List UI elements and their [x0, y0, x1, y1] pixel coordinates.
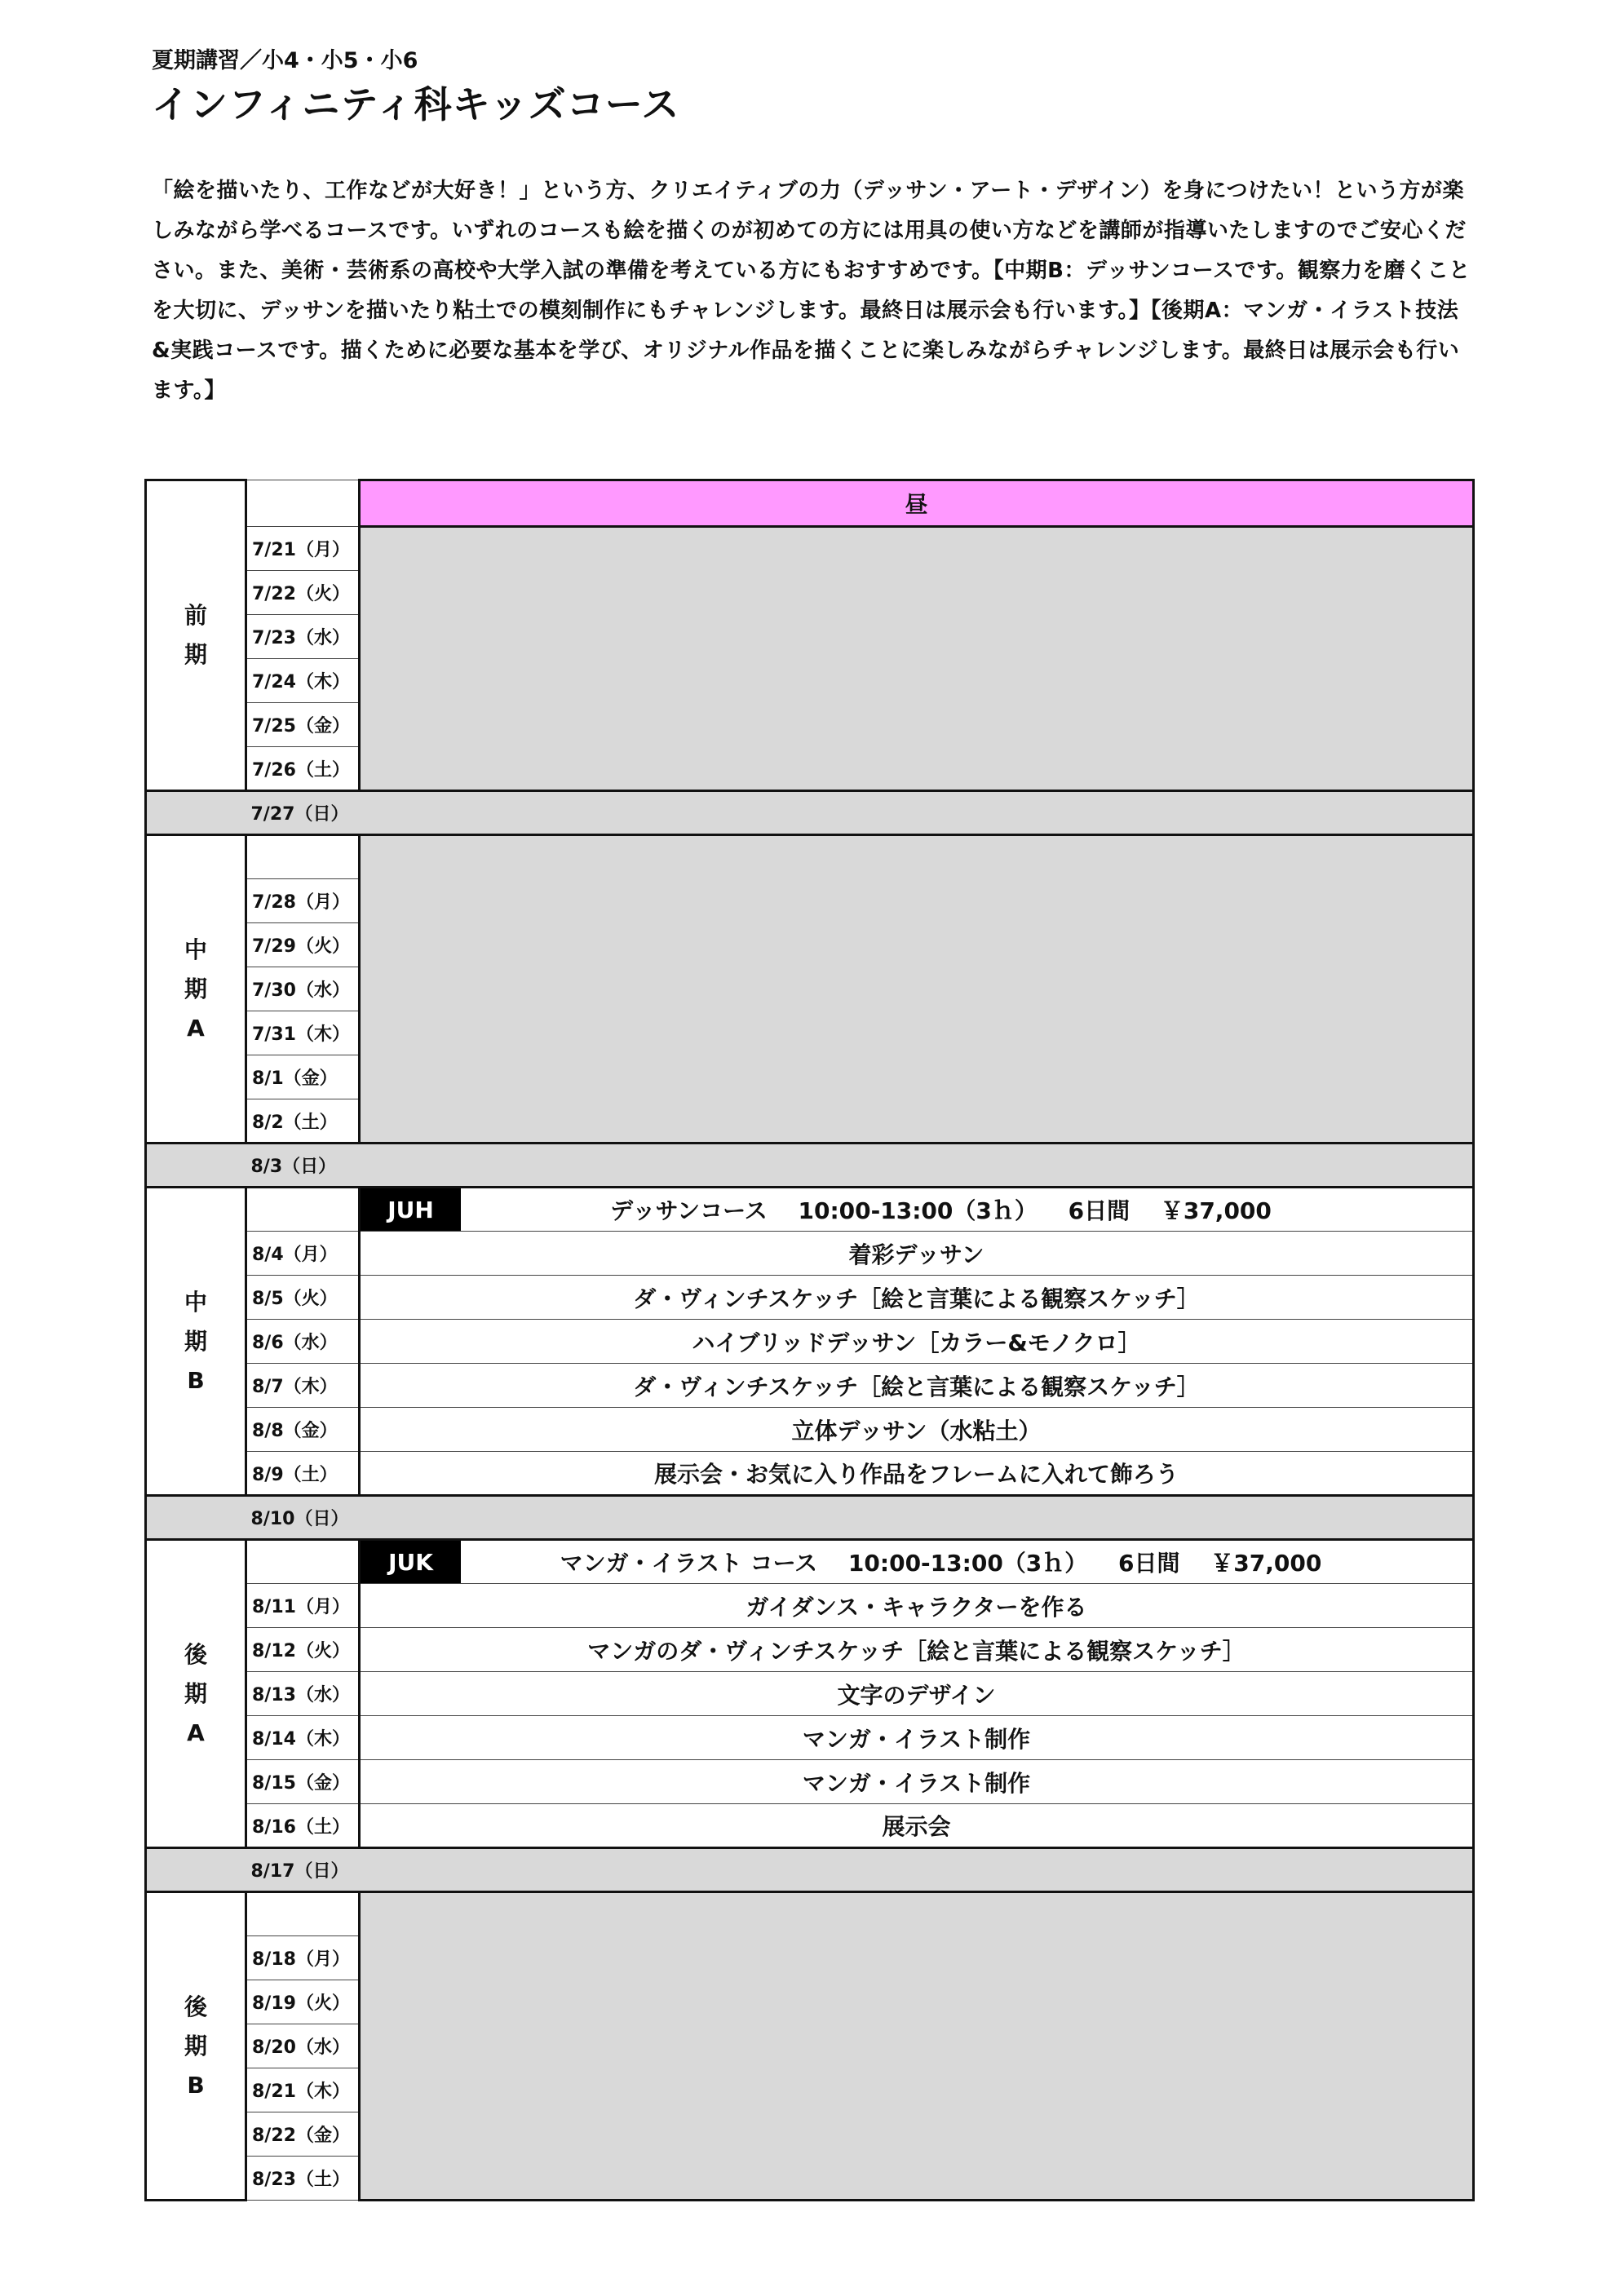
activity-cell: マンガ・イラスト制作	[360, 1760, 1474, 1804]
course-header-manga	[360, 1540, 1474, 1584]
date-cell: 8/5（火）	[246, 1276, 360, 1320]
activity-cell: 着彩デッサン	[360, 1232, 1474, 1276]
column-header-noon: 昼	[360, 480, 1474, 527]
course-duration: 6日間	[1118, 1550, 1180, 1577]
activity-cell: ダ・ヴィンチスケッチ［絵と言葉による観察スケッチ］	[360, 1364, 1474, 1408]
period-chuki-b: 中 期 B	[146, 1188, 246, 1496]
period-zenki: 前 期	[146, 480, 246, 791]
course-duration: 6日間	[1068, 1197, 1130, 1224]
date-cell: 7/26（土）	[246, 747, 360, 791]
course-description: 「絵を描いたり、工作などが大好き！」という方、クリエイティブの力（デッサン・アート・デザイン）を身につけたい！という方が楽しみながら学べるコースです。いずれのコースも絵を描くのが初めての方には用具の使い方などを講師が指導いたしますのでご安心ください。また、美術・芸術系の高校や大学入試の準備を考えている方にもおすすめです。【中期B：デッサンコースです。観察力を磨くことを大切に、デッサンを描いたり粘土での模刻制作にもチャレンジします。最終日は展示会も行います。】【後期A：マンガ・イラスト技法&実践コースです。描くために必要な基本を学び、オリジナル作品を描くことに楽しみながらチャレンジします。最終日は展示会も行います。】	[152, 179, 1471, 403]
date-cell: 8/6（水）	[246, 1320, 360, 1364]
date-cell: 8/10（日）	[246, 1496, 360, 1540]
date-cell: 8/13（水）	[246, 1672, 360, 1716]
date-cell: 8/3（日）	[246, 1144, 360, 1188]
page-subtitle: 夏期講習／小4・小5・小6	[152, 48, 418, 73]
date-cell: 8/12（火）	[246, 1628, 360, 1672]
course-code: JUK	[361, 1541, 461, 1583]
sunday-row	[146, 791, 1474, 835]
date-cell: 8/4（月）	[246, 1232, 360, 1276]
date-cell: 8/22（金）	[246, 2112, 360, 2157]
period-koki-b: 後 期 B	[146, 1892, 246, 2201]
date-cell: 8/18（月）	[246, 1936, 360, 1980]
date-cell: 8/14（木）	[246, 1716, 360, 1760]
activity-cell: 文字のデザイン	[360, 1672, 1474, 1716]
activity-cell: マンガ・イラスト制作	[360, 1716, 1474, 1760]
course-time: 10:00-13:00（3ｈ）	[798, 1197, 1038, 1224]
date-cell: 7/22（火）	[246, 571, 360, 615]
empty-slot	[360, 527, 1474, 791]
empty-slot	[360, 1892, 1474, 2201]
course-name: マンガ・イラスト コース	[560, 1550, 818, 1577]
sunday-row	[146, 1496, 1474, 1540]
course-header-dessin	[360, 1188, 1474, 1232]
date-cell: 8/23（土）	[246, 2157, 360, 2201]
sunday-row	[146, 1848, 1474, 1892]
date-cell: 7/27（日）	[246, 791, 360, 835]
activity-cell: ハイブリッドデッサン［カラー&モノクロ］	[360, 1320, 1474, 1364]
date-cell: 8/19（火）	[246, 1980, 360, 2024]
date-cell: 7/25（金）	[246, 703, 360, 747]
course-code: JUH	[361, 1188, 461, 1231]
date-cell: 8/9（土）	[246, 1452, 360, 1496]
date-cell: 8/21（木）	[246, 2068, 360, 2112]
date-cell: 8/15（金）	[246, 1760, 360, 1804]
course-price: ￥37,000	[1160, 1197, 1272, 1224]
date-cell: 8/7（木）	[246, 1364, 360, 1408]
activity-cell: ダ・ヴィンチスケッチ［絵と言葉による観察スケッチ］	[360, 1276, 1474, 1320]
date-cell: 8/17（日）	[246, 1848, 360, 1892]
period-koki-a: 後 期 A	[146, 1540, 246, 1848]
page-title: インフィニティ科キッズコース	[152, 82, 680, 126]
date-cell: 8/1（金）	[246, 1055, 360, 1099]
sunday-row	[146, 1144, 1474, 1188]
date-cell: 8/16（土）	[246, 1804, 360, 1848]
date-cell: 8/20（水）	[246, 2024, 360, 2068]
schedule-table	[144, 479, 1472, 2201]
course-name: デッサンコース	[610, 1197, 768, 1224]
date-cell: 7/30（水）	[246, 967, 360, 1011]
period-chuki-a: 中 期 A	[146, 835, 246, 1144]
date-cell: 7/21（月）	[246, 527, 360, 571]
activity-cell: 展示会・お気に入り作品をフレームに入れて飾ろう	[360, 1452, 1474, 1496]
empty-slot	[360, 835, 1474, 1144]
date-cell: 8/2（土）	[246, 1099, 360, 1144]
activity-cell: マンガのダ・ヴィンチスケッチ［絵と言葉による観察スケッチ］	[360, 1628, 1474, 1672]
activity-cell: ガイダンス・キャラクターを作る	[360, 1584, 1474, 1628]
date-cell: 7/24（木）	[246, 659, 360, 703]
activity-cell: 立体デッサン（水粘土）	[360, 1408, 1474, 1452]
date-cell: 8/11（月）	[246, 1584, 360, 1628]
course-time: 10:00-13:00（3ｈ）	[847, 1550, 1088, 1577]
date-cell: 7/23（水）	[246, 615, 360, 659]
date-cell: 7/31（木）	[246, 1011, 360, 1055]
activity-cell: 展示会	[360, 1804, 1474, 1848]
course-price: ￥37,000	[1210, 1550, 1322, 1577]
date-cell: 7/28（月）	[246, 879, 360, 923]
date-cell: 8/8（金）	[246, 1408, 360, 1452]
date-cell: 7/29（火）	[246, 923, 360, 967]
